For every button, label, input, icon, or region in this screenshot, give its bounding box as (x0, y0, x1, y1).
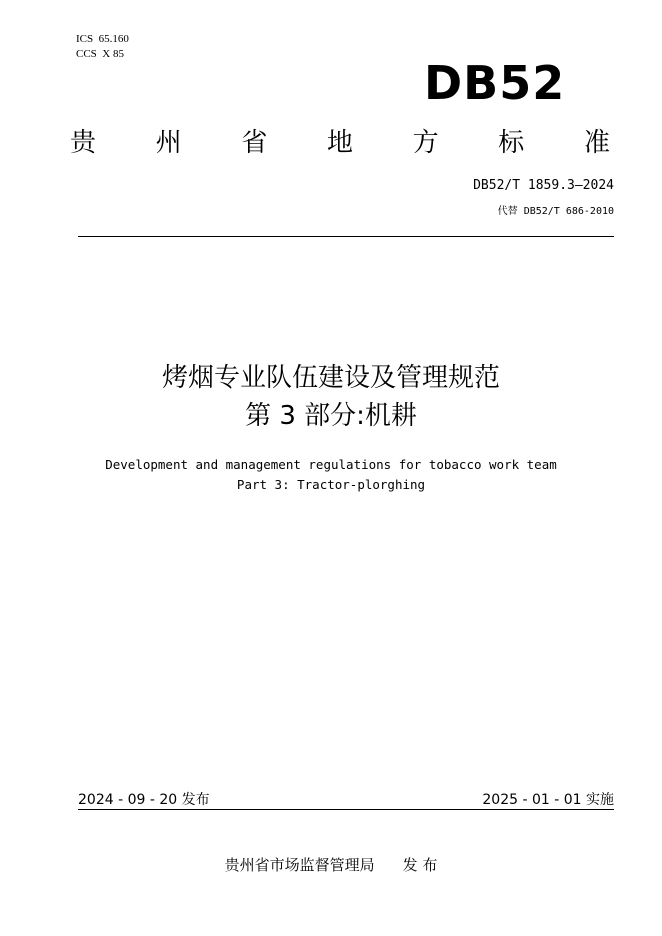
classification-codes (76, 32, 129, 62)
standard-type-heading (70, 126, 610, 160)
implementation-date: 2025 - 01 - 01 实施 (482, 792, 614, 808)
ics-code: ICS 65.160 (76, 33, 129, 45)
standard-type-char: 州 (155, 128, 182, 158)
standard-type-char: 省 (241, 128, 268, 158)
standard-type-char: 方 (412, 128, 439, 158)
standard-type-char: 地 (326, 128, 353, 158)
replaces-note: 代替 DB52/T 686-2010 (497, 206, 614, 217)
issuer-line (0, 854, 662, 875)
title-cn-line1: 烤烟专业队伍建设及管理规范 (161, 363, 500, 393)
standard-type-char: 标 (498, 128, 525, 158)
db52-logo: DB52 (424, 56, 566, 110)
title-cn-line2: 第 3 部分:机耕 (245, 401, 417, 431)
header-divider (78, 236, 614, 237)
title-en-line1: Development and management regulations for tobacco work team (105, 457, 557, 472)
issuer-action: 发 布 (402, 856, 438, 874)
issuer-name: 贵州省市场监督管理局 (224, 856, 375, 874)
ccs-code: CCS X 85 (76, 48, 124, 60)
title-en-line2: Part 3: Tractor-plorghing (236, 477, 426, 492)
standard-type-char: 贵 (70, 128, 97, 158)
issue-date: 2024 - 09 - 20 发布 (78, 792, 210, 808)
standard-type-char: 准 (583, 128, 610, 158)
standard-number: DB52/T 1859.3—2024 (473, 178, 614, 193)
footer-divider (78, 809, 614, 810)
